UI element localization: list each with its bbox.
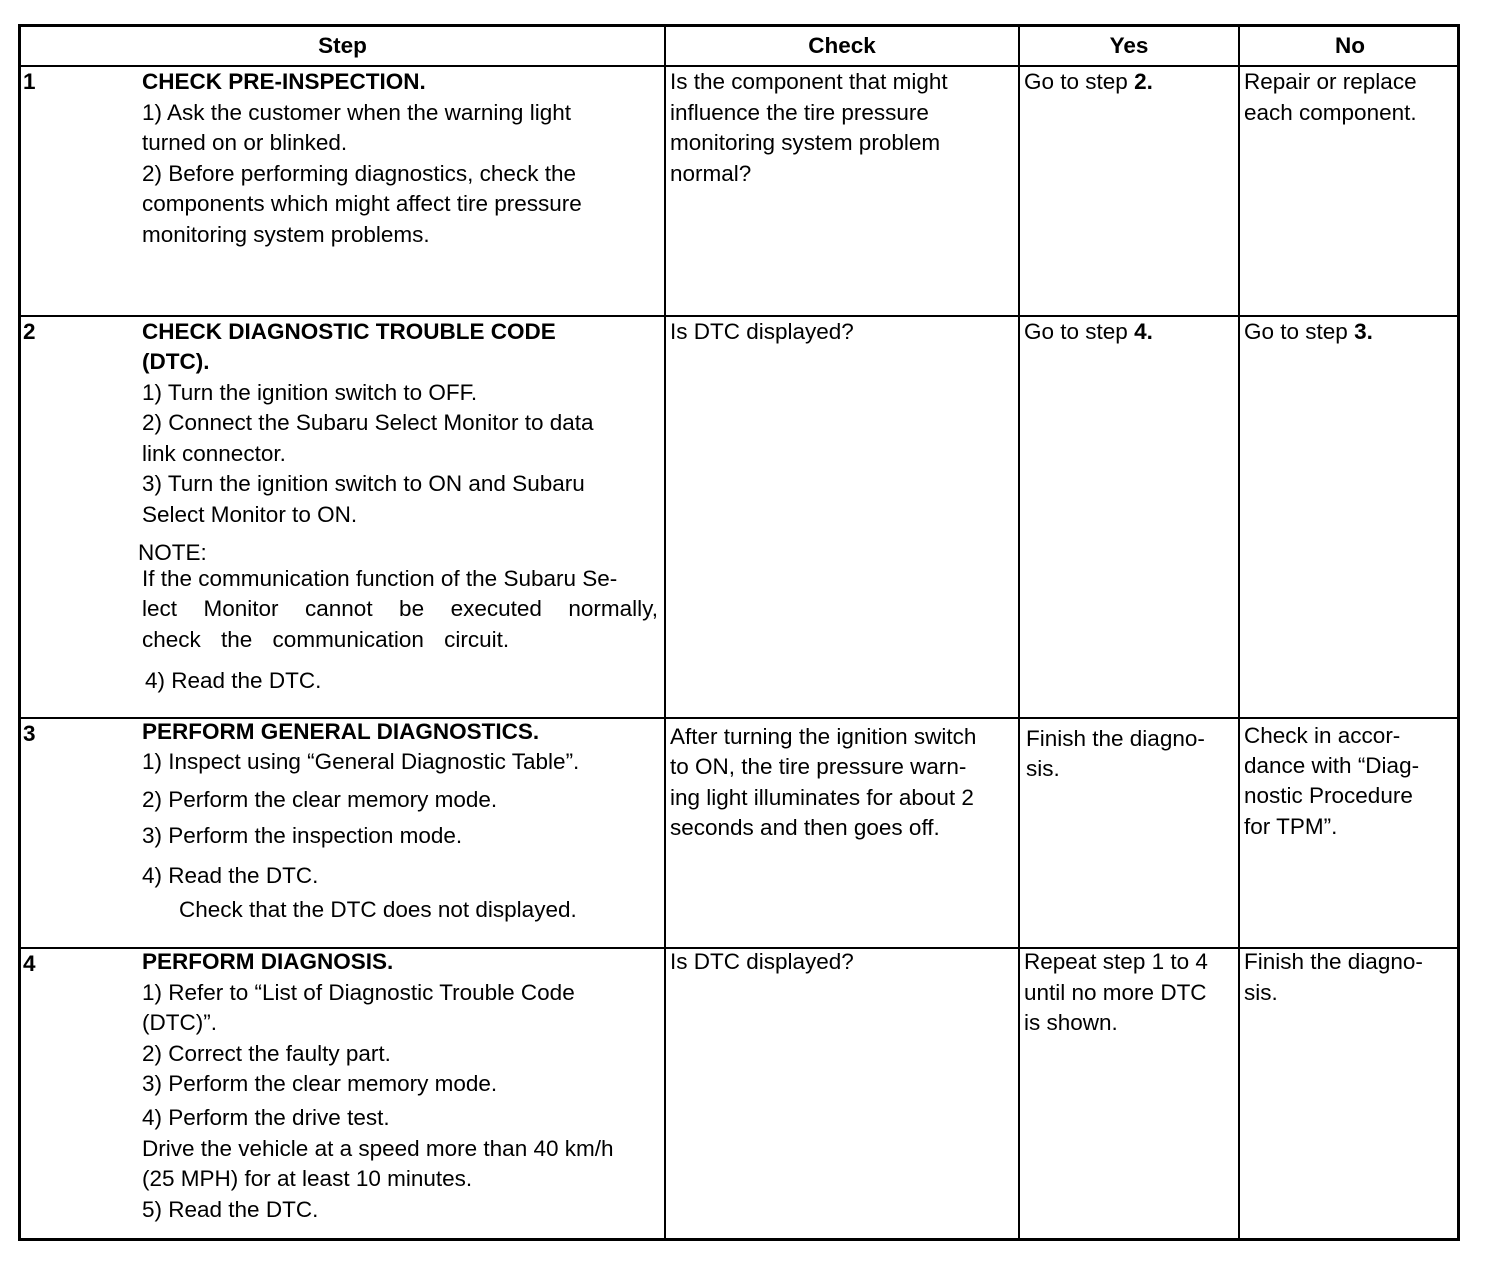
column-divider xyxy=(1018,27,1020,1238)
step-line: 2) Before performing diagnostics, check the xyxy=(142,161,576,186)
step-line: Drive the vehicle at a speed more than 40 km/h xyxy=(142,1136,614,1161)
note-line: lect Monitor cannot be executed normally, xyxy=(142,596,658,621)
check-line: Is DTC displayed? xyxy=(670,319,854,344)
step-title: PERFORM DIAGNOSIS. xyxy=(142,949,394,974)
header-no: No xyxy=(1335,33,1365,58)
yes-text: Go to step xyxy=(1024,319,1135,344)
no-line: Check in accor- xyxy=(1244,723,1401,748)
step-line: Check that the DTC does not displayed. xyxy=(179,897,577,922)
yes-line: until no more DTC xyxy=(1024,980,1207,1005)
step-line: 1) Turn the ignition switch to OFF. xyxy=(142,380,478,405)
yes-line: Repeat step 1 to 4 xyxy=(1024,949,1208,974)
column-divider xyxy=(664,27,666,1238)
yes-cell xyxy=(1024,67,1153,98)
step-title: CHECK PRE-INSPECTION. xyxy=(142,69,426,94)
step-line: 3) Turn the ignition switch to ON and Subaru xyxy=(142,471,585,496)
diagnostic-table xyxy=(18,24,1460,1241)
no-line: each component. xyxy=(1244,100,1417,125)
no-line: Repair or replace xyxy=(1244,69,1417,94)
yes-text: Go to step xyxy=(1024,69,1135,94)
step-line: 4) Perform the drive test. xyxy=(142,1105,390,1130)
step-line: Select Monitor to ON. xyxy=(142,502,358,527)
step-line: 4) Read the DTC. xyxy=(142,863,319,888)
step-line: 2) Connect the Subaru Select Monitor to data xyxy=(142,410,594,435)
step-title: PERFORM GENERAL DIAGNOSTICS. xyxy=(142,719,540,744)
step-number: 4 xyxy=(23,951,36,976)
note-label: NOTE: xyxy=(138,540,207,565)
no-line: dance with “Diag- xyxy=(1244,753,1420,778)
yes-line: is shown. xyxy=(1024,1010,1118,1035)
check-line: Is the component that might xyxy=(670,69,948,94)
no-line: for TPM”. xyxy=(1244,814,1338,839)
step-title: (DTC). xyxy=(142,349,210,374)
no-line: nostic Procedure xyxy=(1244,783,1413,808)
check-line: seconds and then goes off. xyxy=(670,815,940,840)
check-line: monitoring system problem xyxy=(670,130,941,155)
step-line: 1) Refer to “List of Diagnostic Trouble Code xyxy=(142,980,575,1005)
step-line: 3) Perform the clear memory mode. xyxy=(142,1071,498,1096)
step-number: 1 xyxy=(23,69,36,94)
step-line: (DTC)”. xyxy=(142,1010,217,1035)
check-line: to ON, the tire pressure warn- xyxy=(670,754,967,779)
step-line: 3) Perform the inspection mode. xyxy=(142,823,463,848)
step-line: 1) Ask the customer when the warning light xyxy=(142,100,571,125)
header-yes: Yes xyxy=(1109,33,1149,58)
yes-cell xyxy=(1024,317,1153,348)
step-line: turned on or blinked. xyxy=(142,130,348,155)
step-number: 2 xyxy=(23,319,36,344)
step-line: (25 MPH) for at least 10 minutes. xyxy=(142,1166,473,1191)
note-line: check the communication circuit. xyxy=(142,627,510,652)
no-line: Finish the diagno- xyxy=(1244,949,1423,974)
yes-line: sis. xyxy=(1026,756,1060,781)
step-line: 4) Read the DTC. xyxy=(145,668,322,693)
step-line: monitoring system problems. xyxy=(142,222,430,247)
no-text: Go to step xyxy=(1244,319,1355,344)
check-line: normal? xyxy=(670,161,752,186)
step-line: 1) Inspect using “General Diagnostic Table”. xyxy=(142,749,580,774)
yes-step-ref: 2. xyxy=(1134,69,1153,94)
no-line: sis. xyxy=(1244,980,1278,1005)
step-line: link connector. xyxy=(142,441,286,466)
no-step-ref: 3. xyxy=(1354,319,1373,344)
step-line: 2) Correct the faulty part. xyxy=(142,1041,391,1066)
check-line: ing light illuminates for about 2 xyxy=(670,785,974,810)
step-line: components which might affect tire pressure xyxy=(142,191,582,216)
note-line: If the communication function of the Subaru Se- xyxy=(142,566,618,591)
check-line: influence the tire pressure xyxy=(670,100,929,125)
yes-step-ref: 4. xyxy=(1134,319,1153,344)
column-divider xyxy=(1238,27,1240,1238)
step-line: 2) Perform the clear memory mode. xyxy=(142,787,498,812)
step-title: CHECK DIAGNOSTIC TROUBLE CODE xyxy=(142,319,556,344)
header-step: Step xyxy=(318,33,367,58)
step-number: 3 xyxy=(23,721,36,746)
no-cell xyxy=(1244,317,1373,348)
check-line: After turning the ignition switch xyxy=(670,724,977,749)
yes-line: Finish the diagno- xyxy=(1026,726,1205,751)
header-check: Check xyxy=(808,33,876,58)
check-line: Is DTC displayed? xyxy=(670,949,854,974)
step-line: 5) Read the DTC. xyxy=(142,1197,319,1222)
